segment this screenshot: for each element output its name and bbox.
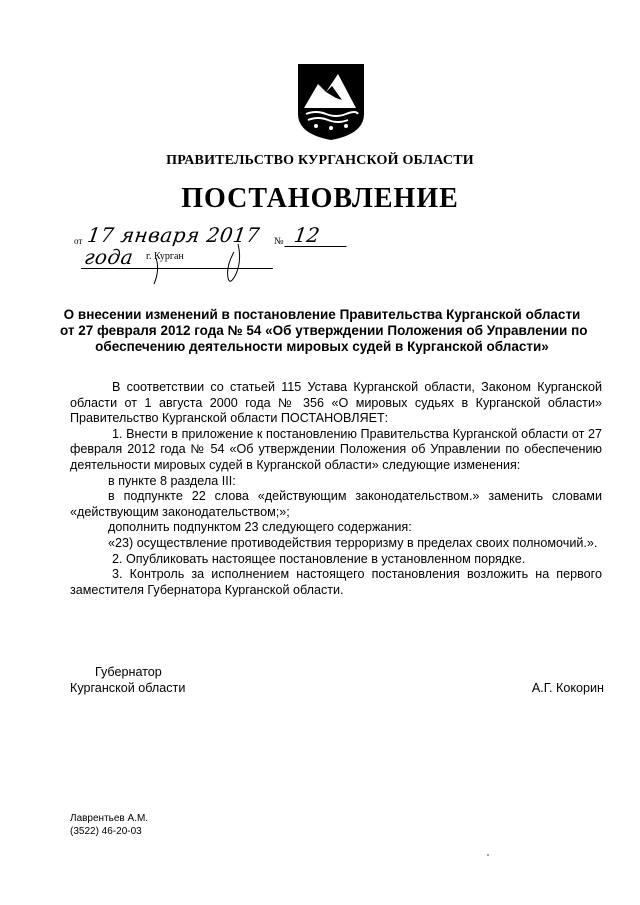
executor-contact (70, 812, 148, 838)
item-1-subpoint: в подпункте 22 слова «действующим законодательством.» заменить словами «действующим законодательством;»; (70, 489, 602, 519)
date-prefix: от (74, 236, 83, 246)
government-name: ПРАВИТЕЛЬСТВО КУРГАНСКОЙ ОБЛАСТИ (166, 153, 474, 168)
title-line: от 27 февраля 2012 года № 54 «Об утверждении Положения об Управлении по (60, 323, 588, 338)
handwritten-flourish (150, 240, 270, 288)
signatory-region: Курганской области (70, 681, 186, 695)
item-3-paragraph: 3. Контроль за исполнением настоящего постановления возложить на первого заместителя Губернатора Курганской области. (70, 567, 602, 597)
item-1-subpoint: дополнить подпунктом 23 следующего содержания: (108, 520, 412, 535)
item-1-subpoint: в пункте 8 раздела III: (108, 473, 236, 488)
document-title (60, 307, 588, 355)
title-line: О внесении изменений в постановление Правительства Курганской области (63, 307, 581, 322)
executor-phone: (3522) 46-20-03 (70, 826, 142, 837)
document-body (70, 380, 602, 598)
city-label: г. Курган (146, 251, 184, 262)
number-sign: № (274, 236, 284, 247)
executor-name: Лаврентьев А.М. (70, 813, 149, 824)
item-1-subpoint: «23) осуществление противодействия терроризму в пределах своих полномочий.». (108, 535, 598, 550)
item-1-paragraph: 1. Внести в приложение к постановлению Правительства Курганской области от 27 февраля 2012 года № 54 «Об утверждении Положения об Управлении по обеспечению деятельности мировых судей в Курганской области» следующие изменения: (70, 426, 602, 472)
signature-block (70, 664, 604, 696)
signatory-position: Губернатор (95, 665, 162, 679)
scan-speck (487, 854, 489, 856)
title-line: обеспечению деятельности мировых судей в Курганской области» (95, 339, 549, 354)
handwritten-number: 12 (284, 224, 349, 247)
document-type-heading: ПОСТАНОВЛЕНИЕ (181, 183, 459, 214)
coat-of-arms-emblem (296, 62, 366, 142)
handwritten-date: 17 января 2017 года (81, 224, 279, 269)
intro-paragraph: В соответствии со статьей 115 Устава Курганской области, Законом Курганской области от 1 августа 2000 года № 356 «О мировых судьях в Курганской области» Правительство Курганской области ПОСТАНОВЛЯЕТ: (70, 380, 602, 426)
signatory-name: А.Г. Кокорин (531, 681, 604, 695)
item-2-paragraph: 2. Опубликовать настоящее постановление в установленном порядке. (112, 551, 526, 566)
